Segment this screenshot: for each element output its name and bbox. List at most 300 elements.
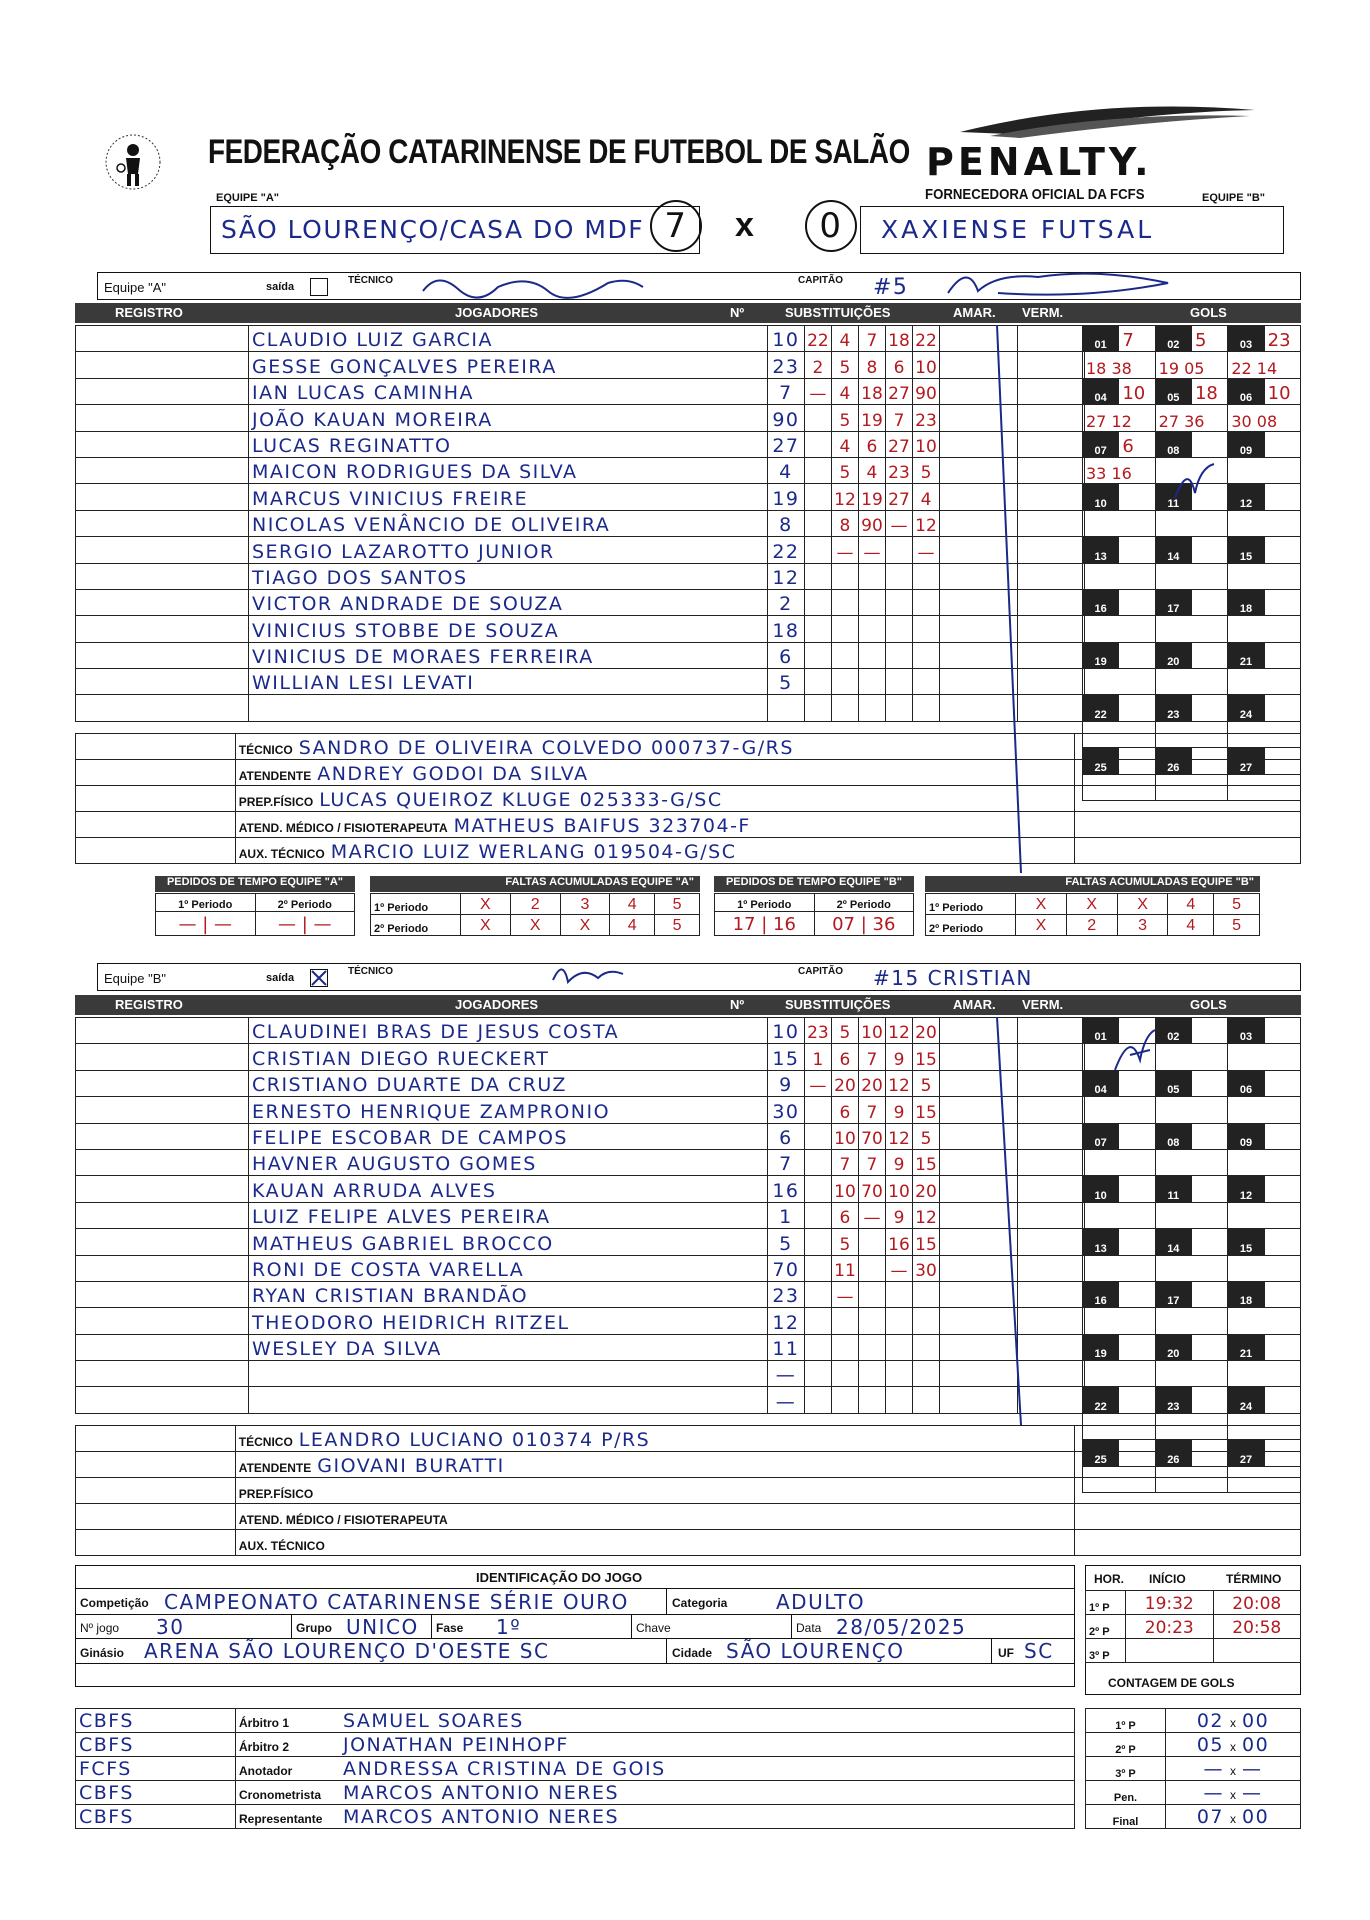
sub-cell bbox=[804, 484, 831, 510]
staff-row bbox=[76, 812, 1301, 838]
contagem-row bbox=[1086, 1781, 1301, 1805]
tecnico-b-signature-icon bbox=[548, 958, 628, 993]
time-period: 1º P bbox=[1086, 1591, 1126, 1615]
sub-cell bbox=[912, 563, 939, 589]
falta-cell: X bbox=[1117, 894, 1168, 915]
goal-number: 11 bbox=[1155, 484, 1191, 510]
goal-number: 15 bbox=[1228, 1229, 1264, 1255]
goal-time bbox=[1083, 1149, 1156, 1175]
sub-cell: 10 bbox=[858, 1018, 885, 1044]
sub-cell bbox=[804, 1281, 831, 1307]
time-row bbox=[1086, 1591, 1301, 1615]
goal-player bbox=[1264, 642, 1300, 668]
player-name: WILLIAN LESI LEVATI bbox=[248, 669, 767, 695]
contagem-label: CONTAGEM DE GOLS bbox=[1108, 1676, 1235, 1690]
staff-label: ATEND. MÉDICO / FISIOTERAPEUTA bbox=[238, 1513, 448, 1527]
staff-label: ATENDENTE bbox=[238, 1461, 312, 1475]
goal-time-row bbox=[1083, 352, 1301, 378]
sub-cell bbox=[912, 589, 939, 615]
uf-label: UF bbox=[998, 1646, 1014, 1660]
sub-cell: 9 bbox=[885, 1149, 912, 1175]
contagem-b: — bbox=[1242, 1758, 1263, 1780]
sub-cell bbox=[912, 1334, 939, 1360]
capitao-a-label: CAPITÃO bbox=[798, 275, 843, 286]
goal-player bbox=[1191, 1229, 1227, 1255]
goal-number: 01 bbox=[1083, 1018, 1119, 1044]
cidade-label: Cidade bbox=[672, 1646, 713, 1660]
sub-cell: 7 bbox=[858, 1097, 885, 1123]
contagem-a: 07 bbox=[1196, 1806, 1224, 1828]
vermelho-cell bbox=[1017, 1018, 1084, 1044]
team-a-goals-signature-icon bbox=[1170, 458, 1220, 508]
goal-number-row bbox=[1083, 1229, 1301, 1255]
falta-cell: X bbox=[1016, 915, 1067, 936]
player-name: IAN LUCAS CAMINHA bbox=[248, 378, 767, 404]
sub-cell: 23 bbox=[804, 1018, 831, 1044]
ginasio-label: Ginásio bbox=[80, 1646, 125, 1660]
goal-player bbox=[1119, 695, 1155, 721]
player-name bbox=[248, 1361, 767, 1387]
goal-time-row bbox=[1083, 1308, 1301, 1334]
contagem-a: 02 bbox=[1196, 1710, 1224, 1732]
registro-cell bbox=[76, 838, 236, 864]
pedidos-header bbox=[156, 894, 355, 912]
sub-cell bbox=[804, 1255, 831, 1281]
goal-number: 23 bbox=[1155, 1387, 1191, 1413]
sub-cell: 19 bbox=[858, 405, 885, 431]
p1-value: 17 | 16 bbox=[715, 912, 815, 936]
goal-player: 5 bbox=[1191, 326, 1227, 352]
faltas-a-title: FALTAS ACUMULADAS EQUIPE "A" bbox=[370, 876, 700, 892]
categoria-label: Categoria bbox=[672, 1596, 728, 1610]
staff-label: TÉCNICO bbox=[238, 1435, 293, 1449]
goal-number-row bbox=[1083, 589, 1301, 615]
goal-player bbox=[1119, 537, 1155, 563]
federation-title: FEDERAÇÃO CATARINENSE DE FUTEBOL DE SALÃO bbox=[208, 133, 910, 171]
contagem-period: 3º P bbox=[1086, 1757, 1166, 1781]
registro-b-header: REGISTRO bbox=[115, 997, 183, 1012]
time-end bbox=[1213, 1639, 1301, 1663]
contagem-b: 00 bbox=[1242, 1806, 1270, 1828]
sub-cell bbox=[804, 1202, 831, 1228]
goal-time bbox=[1228, 669, 1301, 695]
sub-cell: — bbox=[885, 1255, 912, 1281]
sub-cell: 7 bbox=[858, 1044, 885, 1070]
sub-cell bbox=[804, 457, 831, 483]
sub-cell bbox=[831, 695, 858, 721]
goal-player bbox=[1119, 484, 1155, 510]
registro-cell bbox=[76, 642, 249, 668]
goal-number: 19 bbox=[1083, 642, 1119, 668]
saida-b-checkbox[interactable] bbox=[310, 969, 328, 987]
staff-cell bbox=[235, 734, 1075, 760]
player-row bbox=[76, 1229, 1085, 1255]
official-cell bbox=[236, 1757, 1075, 1781]
goal-player bbox=[1191, 431, 1227, 457]
official-name: MARCOS ANTONIO NERES bbox=[343, 1806, 620, 1828]
player-row bbox=[76, 1044, 1085, 1070]
goal-time-row bbox=[1083, 405, 1301, 431]
falta-cell: X bbox=[560, 915, 610, 936]
goals-cont-cell bbox=[1075, 812, 1301, 838]
sub-cell bbox=[804, 431, 831, 457]
sub-cell bbox=[885, 669, 912, 695]
player-row bbox=[76, 510, 1085, 536]
registro-cell bbox=[76, 510, 249, 536]
p1-label: 1º Periodo bbox=[715, 894, 815, 912]
goal-time bbox=[1083, 616, 1156, 642]
sub-cell bbox=[831, 1361, 858, 1387]
registro-cell bbox=[76, 352, 249, 378]
goal-number-row bbox=[1083, 431, 1301, 457]
registro-a-header: REGISTRO bbox=[115, 305, 183, 320]
player-row bbox=[76, 1281, 1085, 1307]
goal-player bbox=[1191, 537, 1227, 563]
goal-number: 14 bbox=[1155, 1229, 1191, 1255]
faltas-row bbox=[926, 915, 1260, 936]
goal-number: 08 bbox=[1155, 431, 1191, 457]
staff-cell bbox=[235, 1426, 1074, 1452]
goals-cont-cell bbox=[1075, 838, 1301, 864]
staff-label: AUX. TÉCNICO bbox=[238, 1539, 325, 1553]
falta-cell: 5 bbox=[655, 915, 700, 936]
sub-cell: 15 bbox=[912, 1044, 939, 1070]
goal-time bbox=[1228, 1361, 1301, 1387]
staff-label: TÉCNICO bbox=[238, 743, 293, 757]
sub-cell bbox=[804, 1123, 831, 1149]
goal-number: 07 bbox=[1083, 1123, 1119, 1149]
registro-cell bbox=[76, 431, 249, 457]
player-name: JOÃO KAUAN MOREIRA bbox=[248, 405, 767, 431]
vermelho-cell bbox=[1017, 1361, 1084, 1387]
tecnico-a-signature-icon bbox=[418, 269, 648, 304]
goal-time-row bbox=[1083, 1361, 1301, 1387]
sub-cell bbox=[912, 669, 939, 695]
staff-row bbox=[76, 786, 1301, 812]
goal-player: 10 bbox=[1264, 378, 1300, 404]
official-cell bbox=[236, 1805, 1075, 1829]
staff-row bbox=[76, 734, 1301, 760]
player-row bbox=[76, 1070, 1085, 1096]
official-org: CBFS bbox=[76, 1733, 236, 1757]
contagem-a: — bbox=[1203, 1782, 1224, 1804]
time-period: 3º P bbox=[1086, 1639, 1126, 1663]
player-number: 11 bbox=[767, 1334, 804, 1360]
goal-player bbox=[1264, 431, 1300, 457]
falta-cell: 5 bbox=[1214, 894, 1260, 915]
goal-player: 10 bbox=[1119, 378, 1155, 404]
staff-value: LEANDRO LUCIANO 010374 P/RS bbox=[298, 1429, 651, 1451]
num-b-header: Nº bbox=[730, 997, 745, 1012]
contagem-x: x bbox=[1230, 1764, 1236, 1778]
goal-number-row bbox=[1083, 1281, 1301, 1307]
staff-cell bbox=[235, 1504, 1074, 1530]
sub-cell bbox=[858, 695, 885, 721]
contagem-b: 00 bbox=[1242, 1710, 1270, 1732]
goal-number: 22 bbox=[1083, 1387, 1119, 1413]
goal-time bbox=[1155, 1149, 1228, 1175]
falta-cell: 5 bbox=[655, 894, 700, 915]
subs-a-header: SUBSTITUIÇÕES bbox=[785, 305, 891, 320]
official-row bbox=[76, 1757, 1075, 1781]
goal-number: 18 bbox=[1228, 589, 1264, 615]
official-name: JONATHAN PEINHOPF bbox=[343, 1734, 569, 1756]
times-table bbox=[1085, 1590, 1301, 1663]
contagem-value bbox=[1166, 1805, 1301, 1829]
goal-number-row bbox=[1083, 1387, 1301, 1413]
staff-value: SANDRO DE OLIVEIRA COLVEDO 000737-G/RS bbox=[298, 737, 794, 759]
contagem-x: x bbox=[1230, 1788, 1236, 1802]
faltas-a-table bbox=[370, 893, 700, 936]
sub-cell bbox=[831, 616, 858, 642]
player-name: KAUAN ARRUDA ALVES bbox=[248, 1176, 767, 1202]
player-name: ERNESTO HENRIQUE ZAMPRONIO bbox=[248, 1097, 767, 1123]
goal-number: 19 bbox=[1083, 1334, 1119, 1360]
sub-cell: 6 bbox=[831, 1097, 858, 1123]
sub-cell bbox=[885, 1334, 912, 1360]
equipe-a-label: EQUIPE "A" bbox=[216, 192, 279, 204]
sub-cell: 12 bbox=[885, 1070, 912, 1096]
goal-number: 11 bbox=[1155, 1176, 1191, 1202]
jogadores-b-header: JOGADORES bbox=[455, 997, 539, 1012]
sub-cell bbox=[831, 589, 858, 615]
goal-player bbox=[1119, 1176, 1155, 1202]
staff-label: ATENDENTE bbox=[238, 769, 312, 783]
goal-player bbox=[1264, 589, 1300, 615]
sub-cell bbox=[885, 695, 912, 721]
player-row bbox=[76, 1149, 1085, 1175]
goal-time bbox=[1228, 616, 1301, 642]
staff-row bbox=[76, 1530, 1301, 1556]
pedidos-header bbox=[715, 894, 914, 912]
sub-cell: 16 bbox=[885, 1229, 912, 1255]
goal-player bbox=[1191, 589, 1227, 615]
registro-cell bbox=[76, 1452, 236, 1478]
player-name: RONI DE COSTA VARELLA bbox=[248, 1255, 767, 1281]
player-number: 7 bbox=[767, 1149, 804, 1175]
player-number: 12 bbox=[767, 1308, 804, 1334]
player-name: NICOLAS VENÂNCIO DE OLIVEIRA bbox=[248, 510, 767, 536]
goal-number: 13 bbox=[1083, 537, 1119, 563]
gols-b-header: GOLS bbox=[1190, 997, 1227, 1012]
registro-cell bbox=[76, 405, 249, 431]
sub-cell bbox=[804, 1097, 831, 1123]
time-row bbox=[1086, 1639, 1301, 1663]
goal-player bbox=[1119, 1281, 1155, 1307]
player-number: 27 bbox=[767, 431, 804, 457]
sub-cell: 12 bbox=[885, 1123, 912, 1149]
official-row bbox=[76, 1709, 1075, 1733]
periodo-label: 2º Periodo bbox=[371, 915, 461, 936]
goal-player bbox=[1264, 1281, 1300, 1307]
contagem-a: — bbox=[1203, 1758, 1224, 1780]
sub-cell bbox=[831, 1387, 858, 1413]
registro-cell bbox=[76, 1308, 249, 1334]
sub-cell: 23 bbox=[912, 405, 939, 431]
registro-cell bbox=[76, 326, 249, 352]
goal-number: 10 bbox=[1083, 484, 1119, 510]
falta-cell: 3 bbox=[1117, 915, 1168, 936]
goal-time bbox=[1083, 1361, 1156, 1387]
goal-number-row bbox=[1083, 695, 1301, 721]
sub-cell: 10 bbox=[912, 431, 939, 457]
registro-cell bbox=[76, 1070, 249, 1096]
goal-number: 13 bbox=[1083, 1229, 1119, 1255]
equipe-b-label: EQUIPE "B" bbox=[1202, 192, 1265, 204]
player-number: 30 bbox=[767, 1097, 804, 1123]
goal-time bbox=[1155, 510, 1228, 536]
goals-cont-cell bbox=[1075, 1530, 1301, 1556]
num-a-header: Nº bbox=[730, 305, 745, 320]
player-number: 16 bbox=[767, 1176, 804, 1202]
goal-number-row bbox=[1083, 642, 1301, 668]
team-a-goals-table bbox=[1082, 325, 1301, 801]
sub-cell bbox=[858, 669, 885, 695]
goal-time bbox=[1083, 510, 1156, 536]
vermelho-cell bbox=[1017, 1149, 1084, 1175]
player-name: MARCUS VINICIUS FREIRE bbox=[248, 484, 767, 510]
registro-cell bbox=[76, 1202, 249, 1228]
registro-cell bbox=[76, 669, 249, 695]
falta-cell: X bbox=[1016, 894, 1067, 915]
capitao-b-value: #15 CRISTIAN bbox=[873, 966, 1033, 990]
goal-player bbox=[1264, 1018, 1300, 1044]
sub-cell bbox=[804, 695, 831, 721]
saida-b-label: saída bbox=[266, 972, 295, 984]
contagem-x: x bbox=[1230, 1740, 1236, 1754]
official-row bbox=[76, 1781, 1075, 1805]
staff-row bbox=[76, 1426, 1301, 1452]
pedidos-values bbox=[156, 912, 355, 936]
p1-value: — | — bbox=[156, 912, 256, 936]
player-row bbox=[76, 1361, 1085, 1387]
saida-a-checkbox[interactable] bbox=[310, 278, 328, 296]
sub-cell bbox=[912, 695, 939, 721]
time-end: 20:08 bbox=[1213, 1591, 1301, 1615]
goal-number-row bbox=[1083, 1123, 1301, 1149]
falta-cell: 4 bbox=[610, 915, 655, 936]
sub-cell bbox=[804, 1334, 831, 1360]
vermelho-cell bbox=[1017, 563, 1084, 589]
official-role: Árbitro 1 bbox=[239, 1716, 290, 1730]
sub-cell: 9 bbox=[885, 1097, 912, 1123]
goal-time-row bbox=[1083, 669, 1301, 695]
falta-cell: 4 bbox=[1168, 894, 1214, 915]
sub-cell: 1 bbox=[804, 1044, 831, 1070]
player-number bbox=[767, 695, 804, 721]
team-b-players-table bbox=[75, 1017, 1085, 1414]
staff-row bbox=[76, 1504, 1301, 1530]
team-b-columns-bar bbox=[75, 995, 1301, 1015]
vermelho-cell bbox=[1017, 352, 1084, 378]
official-cell bbox=[236, 1781, 1075, 1805]
sub-cell bbox=[885, 589, 912, 615]
pedidos-a-title: PEDIDOS DE TEMPO EQUIPE "A" bbox=[155, 876, 355, 892]
registro-cell bbox=[76, 1426, 236, 1452]
player-name: WESLEY DA SILVA bbox=[248, 1334, 767, 1360]
goal-number: 08 bbox=[1155, 1123, 1191, 1149]
contagem-b: — bbox=[1242, 1782, 1263, 1804]
times-box bbox=[1085, 1565, 1301, 1695]
contagem-row bbox=[1086, 1805, 1301, 1829]
goal-time bbox=[1228, 457, 1301, 483]
goal-player bbox=[1191, 695, 1227, 721]
player-name bbox=[248, 695, 767, 721]
player-row bbox=[76, 1097, 1085, 1123]
staff-value: MARCIO LUIZ WERLANG 019504-G/SC bbox=[330, 841, 737, 863]
team-a-box bbox=[210, 206, 700, 254]
sub-cell: 20 bbox=[912, 1176, 939, 1202]
sub-cell: 8 bbox=[831, 510, 858, 536]
goal-player bbox=[1191, 1070, 1227, 1096]
goal-time bbox=[1083, 563, 1156, 589]
player-name: VINICIUS DE MORAES FERREIRA bbox=[248, 642, 767, 668]
p2-label: 2º Periodo bbox=[255, 894, 355, 912]
goal-number: 06 bbox=[1228, 378, 1264, 404]
goal-player bbox=[1191, 1123, 1227, 1149]
player-name: THEODORO HEIDRICH RITZEL bbox=[248, 1308, 767, 1334]
goal-player bbox=[1264, 1387, 1300, 1413]
pedidos-a-table bbox=[155, 893, 355, 936]
goal-player bbox=[1191, 1387, 1227, 1413]
goal-player bbox=[1264, 695, 1300, 721]
sub-cell bbox=[804, 1361, 831, 1387]
sub-cell bbox=[804, 1176, 831, 1202]
team-b-staff-table bbox=[75, 1425, 1301, 1556]
sub-cell: 6 bbox=[831, 1202, 858, 1228]
registro-cell bbox=[76, 537, 249, 563]
sub-cell: 5 bbox=[912, 1070, 939, 1096]
official-row bbox=[76, 1733, 1075, 1757]
registro-cell bbox=[76, 1361, 249, 1387]
inicio-label: INÍCIO bbox=[1149, 1572, 1186, 1586]
faltas-row bbox=[371, 894, 700, 915]
goal-number: 05 bbox=[1155, 378, 1191, 404]
falta-cell: X bbox=[461, 915, 511, 936]
time-start: 20:23 bbox=[1126, 1615, 1214, 1639]
sub-cell: 27 bbox=[885, 484, 912, 510]
periodo-label: 1º Periodo bbox=[371, 894, 461, 915]
sub-cell: 20 bbox=[831, 1070, 858, 1096]
sub-cell: 30 bbox=[912, 1255, 939, 1281]
goal-time bbox=[1228, 1255, 1301, 1281]
score-a: 7 bbox=[650, 200, 702, 252]
goal-number: 26 bbox=[1155, 1440, 1191, 1466]
registro-cell bbox=[76, 1097, 249, 1123]
goal-time bbox=[1083, 669, 1156, 695]
goal-player bbox=[1264, 1176, 1300, 1202]
equipe-b-tag: Equipe "B" bbox=[104, 971, 166, 986]
registro-cell bbox=[76, 1044, 249, 1070]
falta-cell: X bbox=[1066, 894, 1117, 915]
player-number: 1 bbox=[767, 1202, 804, 1228]
falta-cell: X bbox=[461, 894, 511, 915]
team-b-header-row bbox=[97, 963, 1301, 991]
goal-time bbox=[1083, 1308, 1156, 1334]
player-number: 22 bbox=[767, 537, 804, 563]
goal-player bbox=[1264, 484, 1300, 510]
goals-cont-cell bbox=[1075, 1504, 1301, 1530]
saida-a-label: saída bbox=[266, 281, 295, 293]
faltas-b-table bbox=[925, 893, 1260, 936]
registro-cell bbox=[76, 1387, 249, 1413]
player-row bbox=[76, 1123, 1085, 1149]
penalty-logo-icon bbox=[950, 102, 1260, 142]
time-start bbox=[1126, 1639, 1214, 1663]
team-b-box bbox=[860, 206, 1284, 254]
p2-label: 2º Periodo bbox=[814, 894, 914, 912]
goal-number: 05 bbox=[1155, 1070, 1191, 1096]
